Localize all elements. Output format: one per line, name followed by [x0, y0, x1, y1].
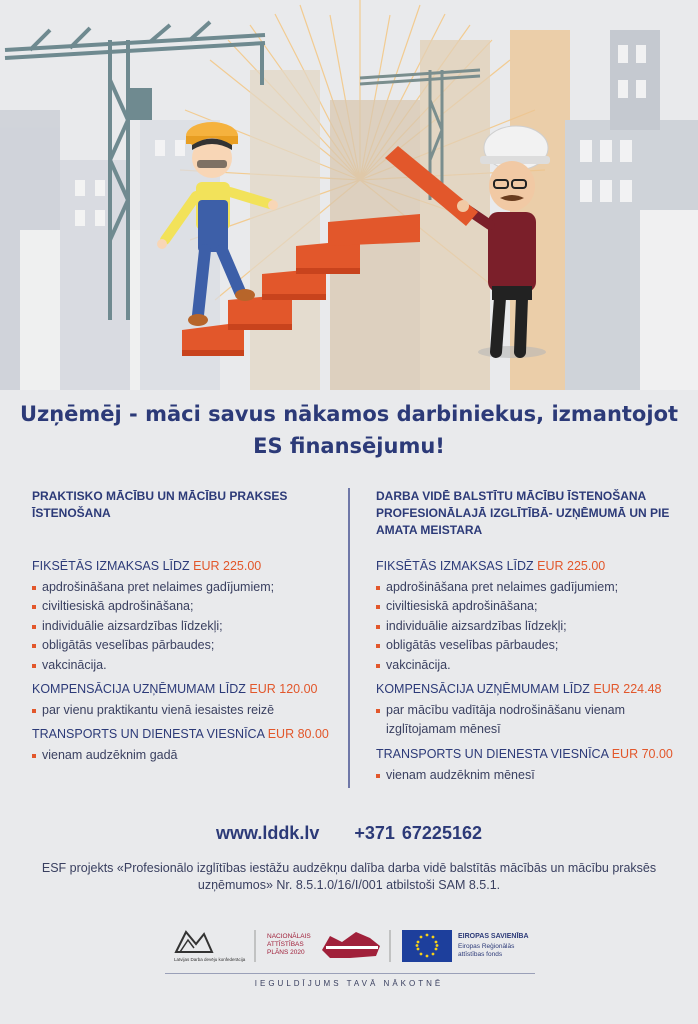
- fixed-amount: EUR 225.00: [537, 559, 606, 573]
- list-item: vakcinācija.: [32, 656, 332, 675]
- lddk-logo-text: Latvijas Darba devēju konfederācija: [174, 957, 246, 962]
- left-fixed-costs-heading: [32, 558, 332, 574]
- list-item: par vienu praktikantu vienā iesaistes reizē: [32, 701, 282, 720]
- column-divider: [348, 488, 350, 788]
- transport-amount: EUR 70.00: [611, 746, 673, 761]
- list-item: vienam audzēknim gadā: [32, 746, 332, 765]
- list-item: civiltiesiskā apdrošināšana;: [376, 597, 676, 616]
- hero-illustration: [0, 0, 698, 390]
- contact-line: [0, 823, 698, 844]
- list-item: apdrošināšana pret nelaimes gadījumiem;: [32, 578, 332, 597]
- fixed-label: FIKSĒTĀS IZMAKSAS LĪDZ: [32, 559, 194, 573]
- nap-line2: ATTĪSTĪBAS: [267, 941, 304, 948]
- headline-line2: ES finansējumu!: [253, 434, 445, 458]
- fixed-label: FIKSĒTĀS IZMAKSAS LĪDZ: [376, 559, 538, 573]
- headline: [0, 398, 698, 462]
- list-item: vienam audzēknim mēnesī: [376, 766, 676, 785]
- eu-fund-line1: Eiropas Reģionālās: [458, 943, 515, 950]
- right-fixed-costs-heading: [376, 558, 676, 574]
- left-fixed-costs-list: [32, 578, 332, 675]
- comp-label: KOMPENSĀCIJA UZŅĒMUMAM LĪDZ: [376, 682, 594, 697]
- comp-amount: EUR 120.00: [249, 682, 318, 697]
- list-item: obligātās veselības pārbaudes;: [376, 636, 676, 655]
- comp-amount: EUR 224.48: [593, 682, 662, 697]
- transport-label: TRANSPORTS UN DIENESTA VIESNĪCA: [32, 727, 268, 742]
- transport-amount: EUR 80.00: [267, 727, 329, 742]
- footer-divider: [165, 973, 535, 974]
- eu-title: EIROPAS SAVIENĪBA: [458, 933, 529, 940]
- project-description: ESF projekts «Profesionālo izglītības iestāžu audzēkņu dalība darba vidē balstītās mācībās un mācību praksēs uzņēmumos» Nr. 8.5.1.0/16/I/001 atbilstoši SAM 8.5.1.: [41, 861, 657, 892]
- left-column-title: PRAKTISKO MĀCĪBU UN MĀCĪBU PRAKSES ĪSTENOŠANA: [32, 489, 288, 520]
- nap-line1: NACIONĀLAIS: [267, 933, 311, 940]
- list-item: obligātās veselības pārbaudes;: [32, 636, 332, 655]
- list-item: apdrošināšana pret nelaimes gadījumiem;: [376, 578, 676, 597]
- left-column: [32, 488, 332, 772]
- phone-number: +371 67225162: [354, 823, 482, 843]
- eu-fund-line2: attīstības fonds: [458, 951, 503, 958]
- headline-line1: Uzņēmēj - māci savus nākamos darbiniekus, izmantojot: [19, 402, 679, 426]
- website-link[interactable]: www.lddk.lv: [215, 823, 320, 843]
- crane-cabin: [130, 88, 152, 120]
- transport-label: TRANSPORTS UN DIENESTA VIESNĪCA: [376, 746, 612, 761]
- tagline: IEGULDĪJUMS TAVĀ NĀKOTNĒ: [254, 979, 444, 988]
- nap-line3: PLĀNS 2020: [267, 949, 305, 956]
- right-compensation-heading: [376, 681, 676, 697]
- left-compensation-heading: [32, 681, 332, 697]
- right-transport-heading: [376, 746, 676, 762]
- list-item: vakcinācija.: [376, 656, 676, 675]
- right-column: [376, 488, 676, 791]
- right-transport-list: [376, 766, 676, 785]
- list-item: civiltiesiskā apdrošināšana;: [32, 597, 332, 616]
- list-item: par mācību vadītāja nodrošināšanu vienam izglītojamam mēnesī: [376, 701, 656, 740]
- left-transport-list: [32, 746, 332, 765]
- right-compensation-list: [376, 701, 676, 740]
- right-fixed-costs-list: [376, 578, 676, 675]
- fixed-amount: EUR 225.00: [193, 559, 262, 573]
- list-item: individuālie aizsardzības līdzekļi;: [376, 617, 676, 636]
- left-compensation-list: [32, 701, 332, 720]
- right-column-title: DARBA VIDĒ BALSTĪTU MĀCĪBU ĪSTENOŠANA PROFESIONĀLAJĀ IZGLĪTĪBĀ- UZŅĒMUMĀ UN PIE AMATA MEISTARA: [376, 489, 670, 537]
- lddk-logo: [174, 932, 246, 962]
- left-transport-heading: [32, 726, 332, 742]
- partner-logos: [0, 924, 698, 974]
- eu-flag-icon: [402, 930, 452, 962]
- list-item: individuālie aizsardzības līdzekļi;: [32, 617, 332, 636]
- nap-2020-logo: [267, 932, 380, 958]
- comp-label: KOMPENSĀCIJA UZŅĒMUMAM LĪDZ: [32, 682, 250, 697]
